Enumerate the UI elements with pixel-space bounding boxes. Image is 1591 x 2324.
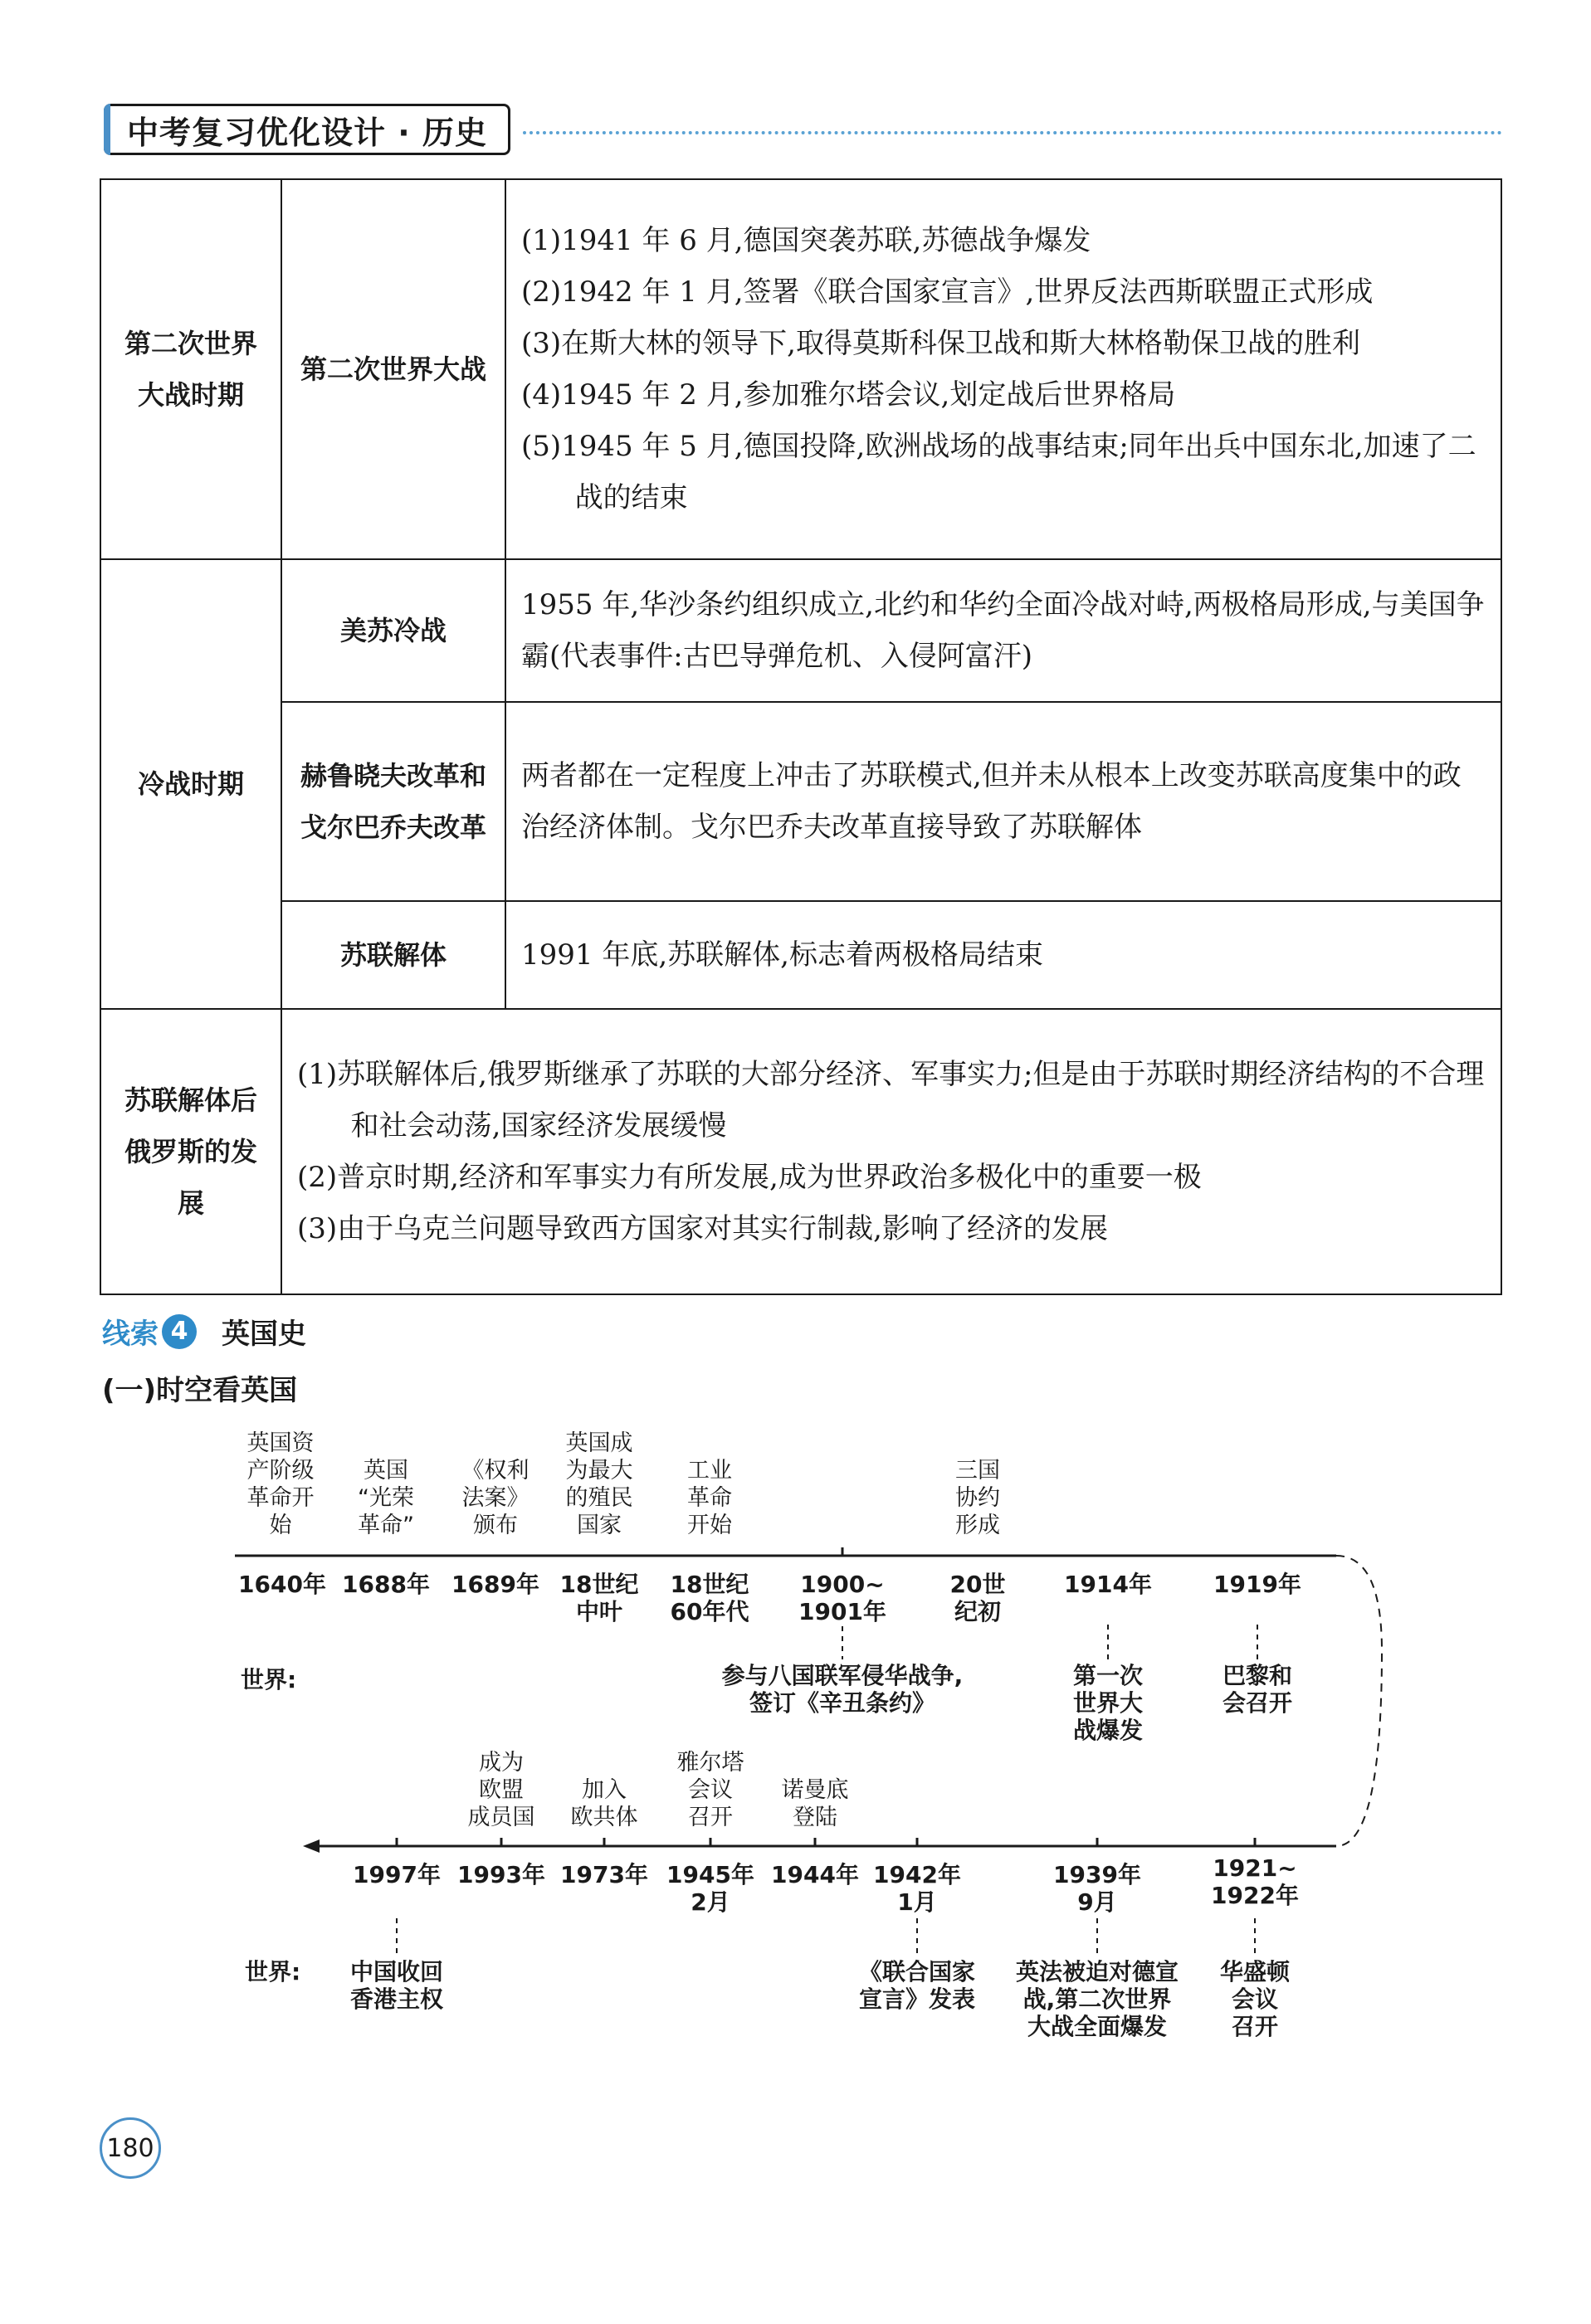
top-event: 英国成 为最大 的殖民 国家 bbox=[565, 1430, 633, 1538]
russia-item: (1)苏联解体后,俄罗斯继承了苏联的大部分经济、军事实力;但是由于苏联时期经济结构的不合理和社会动荡,国家经济发展缓慢 bbox=[297, 1058, 1485, 1143]
russia-item: (2)普京时期,经济和军事实力有所发展,成为世界政治多极化中的重要一极 bbox=[297, 1161, 1202, 1194]
world-label: 世界: bbox=[245, 1958, 301, 1985]
top-event: 《权利 法案》 颁布 bbox=[461, 1458, 530, 1538]
section-subheading: (一)时空看英国 bbox=[102, 1374, 298, 1407]
page-number: 180 bbox=[100, 2117, 161, 2179]
content-reforms: 两者都在一定程度上冲击了苏联模式,但并未从根本上改变苏联高度集中的政治经济体制。戈尔巴乔夫改革直接导致了苏联解体 bbox=[505, 702, 1501, 901]
bottom-year: 1944年 bbox=[771, 1861, 859, 1888]
top-year: 18世纪 中叶 bbox=[559, 1571, 639, 1625]
timeline-curve bbox=[1336, 1556, 1382, 1846]
bottom-event: 成为 欧盟 成员国 bbox=[467, 1750, 535, 1830]
bottom-world-event: 华盛顿 会议 召开 bbox=[1219, 1958, 1290, 2040]
bottom-year: 1921~ 1922年 bbox=[1211, 1854, 1299, 1909]
soviet-history-table bbox=[100, 178, 1502, 1295]
timeline-arrowhead bbox=[303, 1839, 320, 1853]
ww2-item: (2)1942 年 1 月,签署《联合国家宣言》,世界反法西斯联盟正式形成 bbox=[521, 275, 1374, 309]
table-row bbox=[100, 559, 1501, 702]
top-year: 20世 纪初 bbox=[949, 1571, 1006, 1625]
table-row bbox=[100, 702, 1501, 901]
top-year: 1900~ 1901年 bbox=[798, 1571, 886, 1625]
bottom-event: 加入 欧共体 bbox=[570, 1777, 638, 1830]
top-year: 1688年 bbox=[342, 1571, 430, 1598]
bottom-year: 1945年 2月 bbox=[666, 1861, 754, 1916]
world-connectors bbox=[397, 1625, 1257, 1954]
top-year: 1640年 bbox=[238, 1571, 326, 1598]
content-ww2 bbox=[505, 179, 1501, 559]
top-year: 1919年 bbox=[1213, 1571, 1301, 1598]
content-us-soviet-coldwar: 1955 年,华沙条约组织成立,北约和华约全面冷战对峙,两极格局形成,与美国争霸(代表事件:古巴导弹危机、入侵阿富汗) bbox=[505, 559, 1501, 702]
clue-number-badge: 4 bbox=[162, 1314, 197, 1349]
top-world-event: 参与八国联军侵华战争, 签订《辛丑条约》 bbox=[721, 1662, 964, 1717]
bottom-year: 1942年 1月 bbox=[873, 1861, 961, 1916]
bottom-world-event: 英法被迫对德宣 战,第二次世界 大战全面爆发 bbox=[1015, 1958, 1179, 2040]
top-year: 18世纪 60年代 bbox=[670, 1571, 749, 1625]
ww2-item: (4)1945 年 2 月,参加雅尔塔会议,划定战后世界格局 bbox=[521, 378, 1176, 412]
timeline-ticks bbox=[397, 1547, 1255, 1846]
clue-title: 英国史 bbox=[222, 1318, 306, 1351]
period-ww2: 第二次世界大战时期 bbox=[100, 179, 281, 559]
top-year: 1914年 bbox=[1064, 1571, 1152, 1598]
bottom-event: 雅尔塔 会议 召开 bbox=[676, 1750, 744, 1830]
table-row bbox=[100, 179, 1501, 559]
clue-heading bbox=[102, 1311, 306, 1352]
topic-ussr-dissolution: 苏联解体 bbox=[281, 901, 505, 1009]
bottom-world-event: 中国收回 香港主权 bbox=[349, 1958, 443, 2013]
top-year: 1689年 bbox=[451, 1571, 539, 1598]
table-row bbox=[100, 901, 1501, 1009]
top-world-event: 第一次 世界大 战爆发 bbox=[1072, 1662, 1143, 1744]
top-event: 英国 “光荣 革命” bbox=[358, 1458, 414, 1538]
bottom-world-event: 《联合国家 宣言》发表 bbox=[858, 1958, 975, 2013]
russia-item: (3)由于乌克兰问题导致西方国家对其实行制裁,影响了经济的发展 bbox=[297, 1212, 1108, 1245]
top-event: 工业 革命 开始 bbox=[687, 1458, 732, 1538]
topic-reforms: 赫鲁晓夫改革和戈尔巴乔夫改革 bbox=[281, 702, 505, 901]
bottom-year: 1939年 9月 bbox=[1053, 1861, 1141, 1916]
topic-us-soviet-coldwar: 美苏冷战 bbox=[281, 559, 505, 702]
content-russia bbox=[281, 1009, 1501, 1294]
ww2-item: (5)1945 年 5 月,德国投降,欧洲战场的战事结束;同年出兵中国东北,加速了二战的结束 bbox=[521, 430, 1476, 514]
book-title: 中考复习优化设计 · 历史 bbox=[104, 104, 510, 155]
top-world-event: 巴黎和 会召开 bbox=[1222, 1662, 1292, 1717]
top-event: 三国 协约 形成 bbox=[955, 1458, 1000, 1538]
bottom-year: 1997年 bbox=[353, 1861, 441, 1888]
ww2-item: (3)在斯大林的领导下,取得莫斯科保卫战和斯大林格勒保卫战的胜利 bbox=[521, 327, 1360, 360]
header-dotted-rule bbox=[523, 131, 1502, 134]
period-coldwar: 冷战时期 bbox=[100, 559, 281, 1009]
content-ussr-dissolution: 1991 年底,苏联解体,标志着两极格局结束 bbox=[505, 901, 1501, 1009]
world-label: 世界: bbox=[241, 1666, 297, 1693]
topic-ww2: 第二次世界大战 bbox=[281, 179, 505, 559]
ww2-item: (1)1941 年 6 月,德国突袭苏联,苏德战争爆发 bbox=[521, 224, 1091, 257]
bottom-year: 1993年 bbox=[457, 1861, 545, 1888]
table-row bbox=[100, 1009, 1501, 1294]
top-event: 英国资 产阶级 革命开 始 bbox=[246, 1430, 315, 1538]
bottom-event: 诺曼底 登陆 bbox=[781, 1777, 849, 1830]
period-russia: 苏联解体后俄罗斯的发展 bbox=[100, 1009, 281, 1294]
bottom-year: 1973年 bbox=[560, 1861, 648, 1888]
clue-word: 线索 bbox=[102, 1318, 159, 1351]
